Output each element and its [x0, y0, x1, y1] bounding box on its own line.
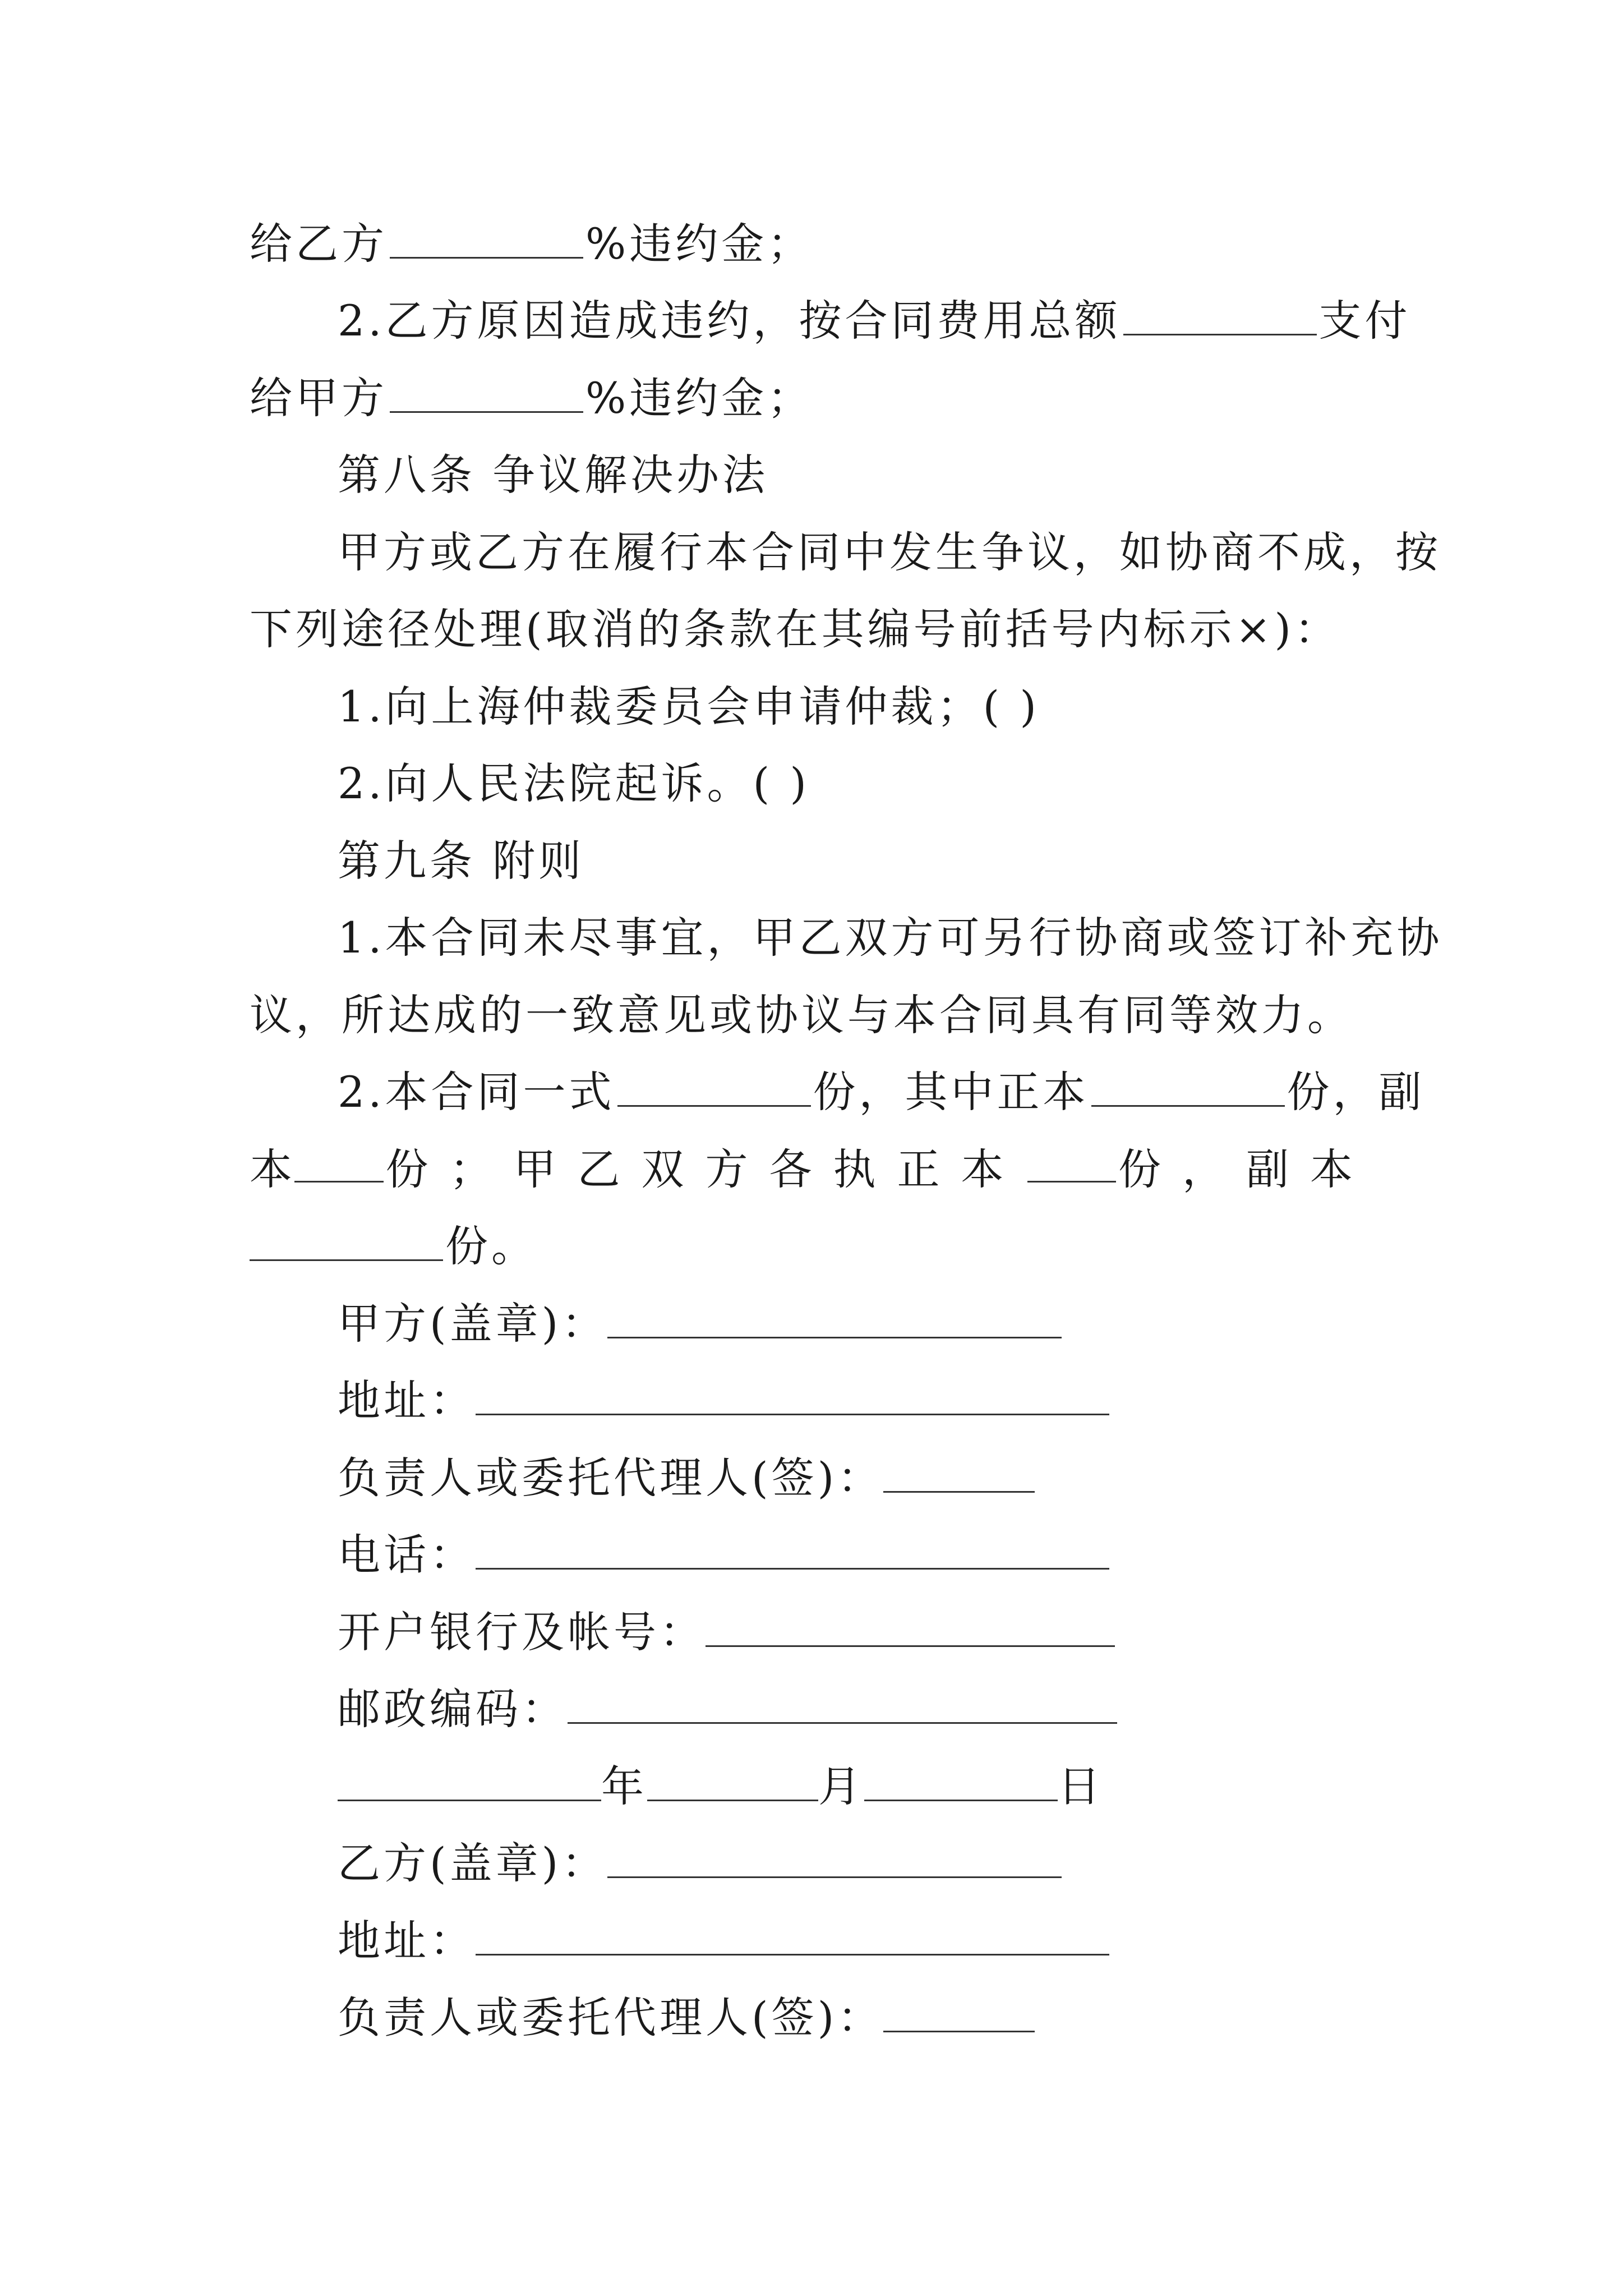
text-copies-end: 份。 — [445, 1221, 537, 1271]
party-a-phone-field[interactable] — [476, 1529, 1109, 1570]
party-b-seal-field[interactable] — [607, 1837, 1062, 1878]
blank-field[interactable] — [1027, 1142, 1117, 1182]
party-a-seal-field[interactable] — [607, 1297, 1062, 1338]
blank-field[interactable] — [1123, 295, 1317, 335]
text-each-party-originals: 份；甲乙双方各执正本 — [385, 1144, 1025, 1194]
party-a-rep-row — [338, 1450, 1035, 1506]
party-b-rep-label: 负责人或委托代理人(签)： — [338, 1993, 884, 2042]
year-field[interactable] — [338, 1760, 601, 1801]
month-label: 月 — [818, 1761, 864, 1811]
blank-field[interactable] — [1091, 1066, 1285, 1107]
party-a-postcode-field[interactable] — [568, 1683, 1117, 1724]
blank-field[interactable] — [390, 218, 583, 259]
party-b-rep-field[interactable] — [883, 1991, 1035, 2032]
article-8-paragraph-line-1: 甲方或乙方在履行本合同中发生争议，如协商不成，按 — [338, 527, 1441, 577]
penalty-line-party-a — [250, 370, 813, 426]
text-percent-penalty: %违约金； — [585, 373, 814, 423]
party-a-rep-label: 负责人或委托代理人(签)： — [338, 1453, 884, 1503]
article-9-title: 第九条 附则 — [338, 836, 585, 886]
party-b-rep-row — [338, 1990, 1035, 2046]
party-a-address-row — [338, 1373, 1109, 1429]
blank-field[interactable] — [294, 1142, 384, 1182]
text-pay: 支付 — [1318, 296, 1411, 346]
party-a-seal-label: 甲方(盖章)： — [338, 1299, 608, 1349]
party-a-phone-row — [338, 1527, 1109, 1583]
party-a-seal-row — [338, 1296, 1062, 1352]
article-9-clause-2-line-1 — [338, 1064, 1425, 1120]
article-8-paragraph-line-2: 下列途径处理(取消的条款在其编号前括号内标示×)： — [250, 604, 1340, 654]
text-copies: 2.本合同一式 — [338, 1067, 615, 1117]
blank-field[interactable] — [250, 1220, 443, 1261]
party-a-address-label: 地址： — [338, 1375, 476, 1425]
blank-field[interactable] — [390, 372, 583, 413]
day-field[interactable] — [864, 1760, 1058, 1801]
article-9-clause-2-line-2 — [250, 1142, 1374, 1198]
penalty-line-party-b — [250, 216, 813, 272]
text-give-party-b: 给乙方 — [250, 219, 388, 269]
party-a-postcode-label: 邮政编码： — [338, 1684, 568, 1734]
party-a-address-field[interactable] — [476, 1374, 1109, 1415]
party-a-postcode-row — [338, 1681, 1117, 1737]
party-b-address-label: 地址： — [338, 1916, 476, 1966]
article-9-clause-1-line-2: 议，所达成的一致意见或协议与本合同具有同等效力。 — [250, 990, 1353, 1040]
day-label: 日 — [1058, 1761, 1104, 1811]
text-duplicates: 份，副 — [1287, 1067, 1425, 1117]
article-9-clause-2-line-3 — [250, 1218, 537, 1274]
month-field[interactable] — [647, 1760, 818, 1801]
party-b-seal-label: 乙方(盖章)： — [338, 1838, 608, 1888]
party-a-rep-field[interactable] — [883, 1452, 1035, 1493]
article-8-option-court: 2.向人民法院起诉。( ) — [338, 758, 810, 808]
party-a-phone-label: 电话： — [338, 1530, 476, 1580]
article-8-title: 第八条 争议解决办法 — [338, 450, 769, 500]
party-a-bank-row — [338, 1604, 1115, 1660]
text-originals: 份，其中正本 — [813, 1067, 1089, 1117]
text-percent-penalty: %违约金； — [585, 219, 814, 269]
party-a-bank-label: 开户银行及帐号： — [338, 1607, 706, 1657]
text-clause-2: 2.乙方原因造成违约，按合同费用总额 — [338, 296, 1121, 346]
text-give-party-a: 给甲方 — [250, 373, 388, 423]
article-9-clause-1-line-1: 1.本合同未尽事宜，甲乙双方可另行协商或签订补充协 — [338, 913, 1443, 963]
party-b-address-field[interactable] — [476, 1915, 1109, 1955]
party-b-seal-row — [338, 1835, 1062, 1892]
date-row — [338, 1759, 1104, 1815]
clause-2-line — [338, 293, 1411, 349]
party-b-address-row — [338, 1913, 1109, 1969]
party-a-bank-field[interactable] — [706, 1606, 1115, 1647]
text-copy: 本 — [250, 1144, 292, 1194]
blank-field[interactable] — [617, 1066, 811, 1107]
text-duplicates: 份，副本 — [1118, 1144, 1374, 1194]
article-8-option-arbitration: 1.向上海仲裁委员会申请仲裁；( ) — [338, 682, 1040, 731]
year-label: 年 — [601, 1761, 647, 1811]
